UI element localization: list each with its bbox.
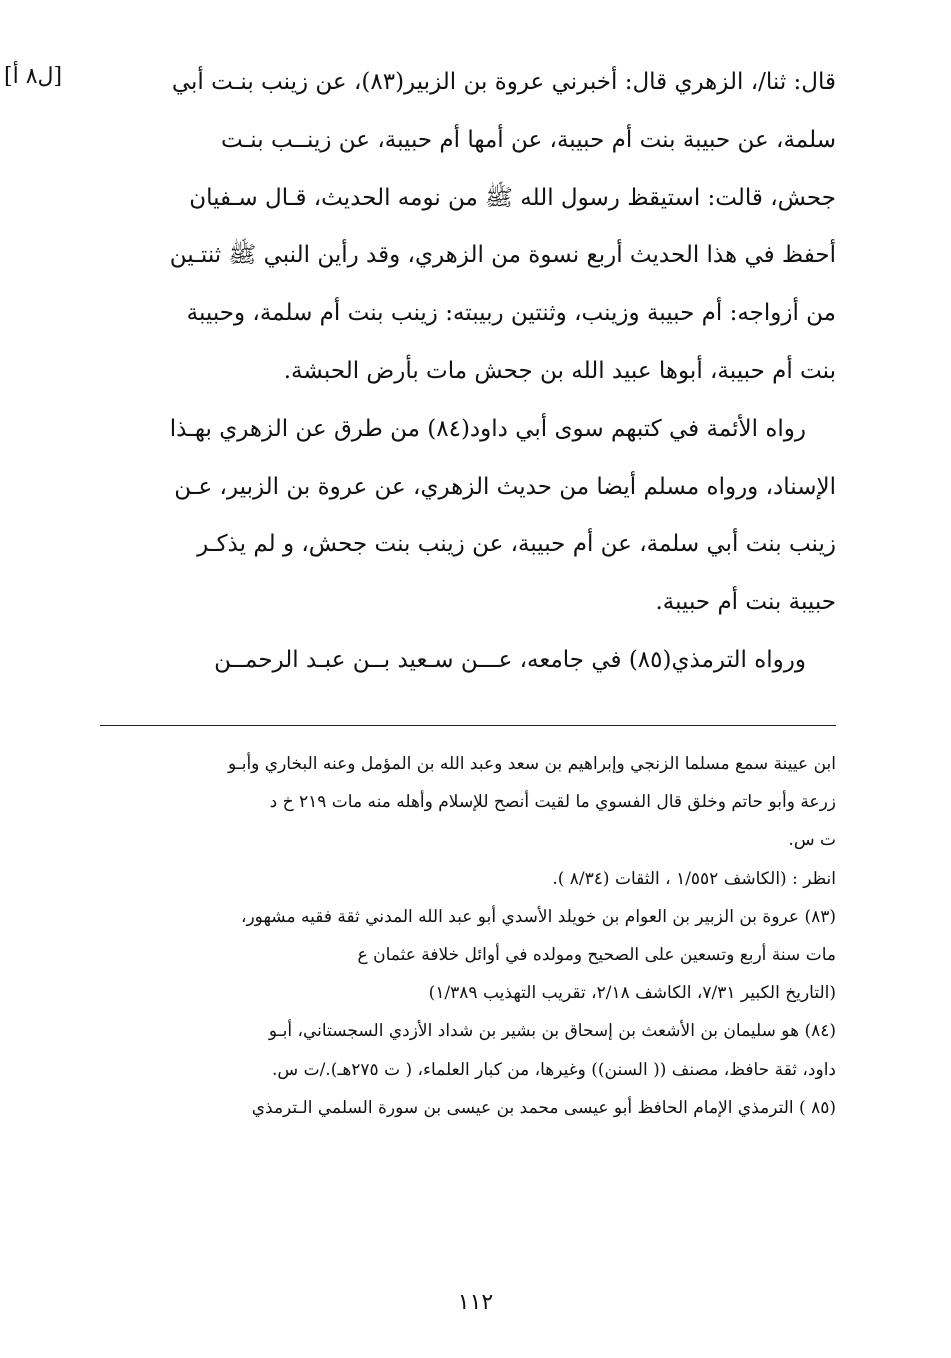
page-number: ١١٢ [457,1290,494,1315]
manuscript-folio-marker: [ل٨ أ] [4,64,63,89]
footnote-line: (٨٣) عروة بن الزبير بن العوام بن خويلد الأسدي أبو عبد الله المدني ثقة فقيه مشهور، [240,906,836,927]
footnote-line: مات سنة أربع وتسعين على الصحيح ومولده في أوائل خلافة عثمان ع [357,944,836,965]
footnote-line: (٨٥ ) الترمذي الإمام الحافظ أبو عيسى محمد بن عيسى بن سورة السلمي الـترمذي [251,1097,836,1118]
main-text-line: زينب بنت أبي سلمة، عن أم حبيبة، عن زينب بنت جحش، و لم يذكـر [197,531,836,558]
main-text-line: من أزواجه: أم حبيبة وزينب، وثنتين ربيبته: زينب بنت أم سلمة، وحبيبة [186,300,836,327]
footnote-separator [100,725,836,726]
main-text-line: أحفظ في هذا الحديث أربع نسوة من الزهري، وقد رأين النبي ﷺ ثنتـين [169,242,836,269]
main-text-line: حبيبة بنت أم حبيبة. [655,589,836,616]
footnote-line: انظر : (الكاشف ١/٥٥٢ ، الثقات (٨/٣٤ ). [552,868,836,889]
main-text-block [90,54,836,690]
main-text-line: رواه الأئمة في كتبهم سوى أبي داود(٨٤) من طرق عن الزهري بهـذا [169,415,806,442]
footnotes-block [96,745,836,1127]
main-text-line: بنت أم حبيبة، أبوها عبيد الله بن جحش مات بأرض الحبشة. [283,357,836,384]
main-text-line: ورواه الترمذي(٨٥) في جامعه، عـــن سـعيد بــن عبـد الرحمــن [214,646,806,673]
main-text-line: سلمة، عن حبيبة بنت أم حبيبة، عن أمها أم حبيبة، عن زينــب بنـت [220,126,836,153]
footnote-line: زرعة وأبو حاتم وخلق قال الفسوي ما لقيت أنصح للإسلام وأهله منه مات ٢١٩ خ د [269,792,836,813]
main-text-line: جحش، قالت: استيقظ رسول الله ﷺ من نومه الحديث، قـال سـفيان [189,184,836,211]
footnote-line: ت س. [788,830,836,851]
footnote-line: ابن عيينة سمع مسلما الزنجي وإبراهيم بن سعد وعبد الله بن المؤمل وعنه البخاري وأبـو [227,754,836,774]
footnote-line: (٨٤) هو سليمان بن الأشعث بن إسحاق بن بشير بن شداد الأزدي السجستاني، أبـو [268,1021,836,1042]
main-text-line: قال: ثنا/، الزهري قال: أخبرني عروة بن الزبير(٨٣)، عن زينب بنـت أبي [171,69,836,95]
footnote-line: داود، ثقة حافظ، مصنف (( السنن)) وغيرها، من كبار العلماء، ( ت ٢٧٥هـ)./ت س. [272,1059,836,1080]
footnote-line: (التاريخ الكبير ٧/٣١، الكاشف ٢/١٨، تقريب التهذيب ١/٣٨٩) [428,983,836,1004]
main-text-line: الإسناد، ورواه مسلم أيضا من حديث الزهري، عن عروة بن الزبير، عـن [174,473,836,500]
